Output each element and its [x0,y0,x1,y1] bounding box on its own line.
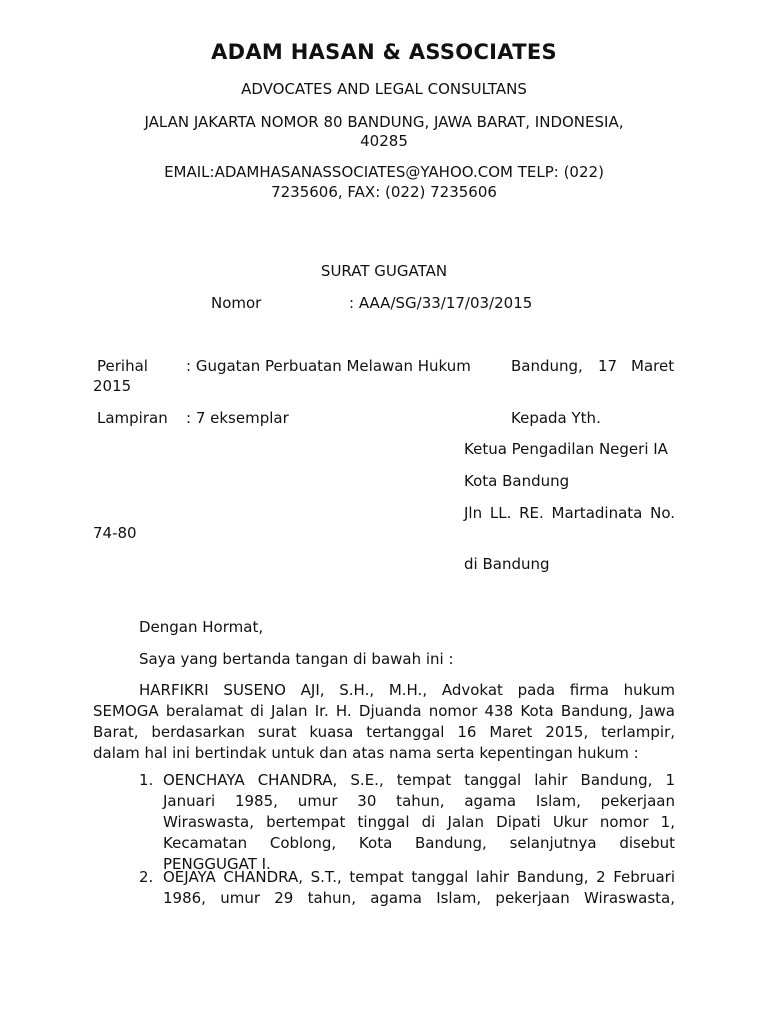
list-item [163,867,675,909]
perihal-label: Perihal [97,357,148,375]
date-city: Bandung, [511,357,583,375]
list-item-line: OEJAYA CHANDRA, S.T., tempat tanggal lahir Bandung, 2 Februari [163,868,675,886]
paragraph-line: dalam hal ini bertindak untuk dan atas nama serta kepentingan hukum : [93,744,639,762]
date-day: 17 [598,357,618,375]
body-paragraph [93,680,675,764]
paragraph-line: SEMOGA beralamat di Jalan Ir. H. Djuanda nomor 438 Kota Bandung, Jawa [93,702,675,720]
contact-line-1: EMAIL:ADAMHASANASSOCIATES@YAHOO.COM TELP: (022) [164,163,604,181]
salutation: Dengan Hormat, [139,618,264,636]
recipient-line-1: Ketua Pengadilan Negeri IA [464,440,668,458]
list-item-line: PENGGUGAT I. [163,855,271,873]
list-item-line: Kecamatan Coblong, Kota Bandung, selanjutnya disebut [163,834,675,852]
recipient-line-3: Jln LL. RE. Martadinata No. [464,504,675,522]
recipient-greeting: Kepada Yth. [511,409,601,427]
lampiran-label: Lampiran [97,409,168,427]
recipient-line-4: di Bandung [464,555,550,573]
firm-name: ADAM HASAN & ASSOCIATES [211,40,557,64]
letter-heading: SURAT GUGATAN [320,262,448,280]
intro-sentence: Saya yang bertanda tangan di bawah ini : [139,650,454,668]
list-item-line: 1986, umur 29 tahun, agama Islam, pekerjaan Wiraswasta, [163,889,675,907]
recipient-line-2: Kota Bandung [464,472,570,490]
contact-line-2: 7235606, FAX: (022) 7235606 [271,183,497,201]
recipient-line-3-cont: 74-80 [93,524,137,542]
perihal-value: : Gugatan Perbuatan Melawan Hukum [186,357,471,375]
list-item [163,770,675,875]
list-number: 2. [139,868,154,886]
list-item-line: Januari 1985, umur 30 tahun, agama Islam, pekerjaan [163,792,675,810]
number-label: Nomor [211,294,262,312]
date-year: 2015 [93,377,132,395]
date-month: Maret [631,357,675,375]
list-item-line: OENCHAYA CHANDRA, S.E., tempat tanggal lahir Bandung, 1 [163,771,675,789]
list-item-line: Wiraswasta, bertempat tinggal di Jalan Dipati Ukur nomor 1, [163,813,675,831]
list-number: 1. [139,771,154,789]
lampiran-value: : 7 eksemplar [186,409,289,427]
paragraph-line: HARFIKRI SUSENO AJI, S.H., M.H., Advokat pada firma hukum [139,681,675,699]
address-line-1: JALAN JAKARTA NOMOR 80 BANDUNG, JAWA BARAT, INDONESIA, [144,113,624,131]
address-line-2: 40285 [360,132,408,150]
paragraph-line: Barat, berdasarkan surat kuasa tertanggal 16 Maret 2015, terlampir, [93,723,675,741]
number-value: : AAA/SG/33/17/03/2015 [349,294,533,312]
firm-subtitle: ADVOCATES AND LEGAL CONSULTANS [241,80,527,98]
